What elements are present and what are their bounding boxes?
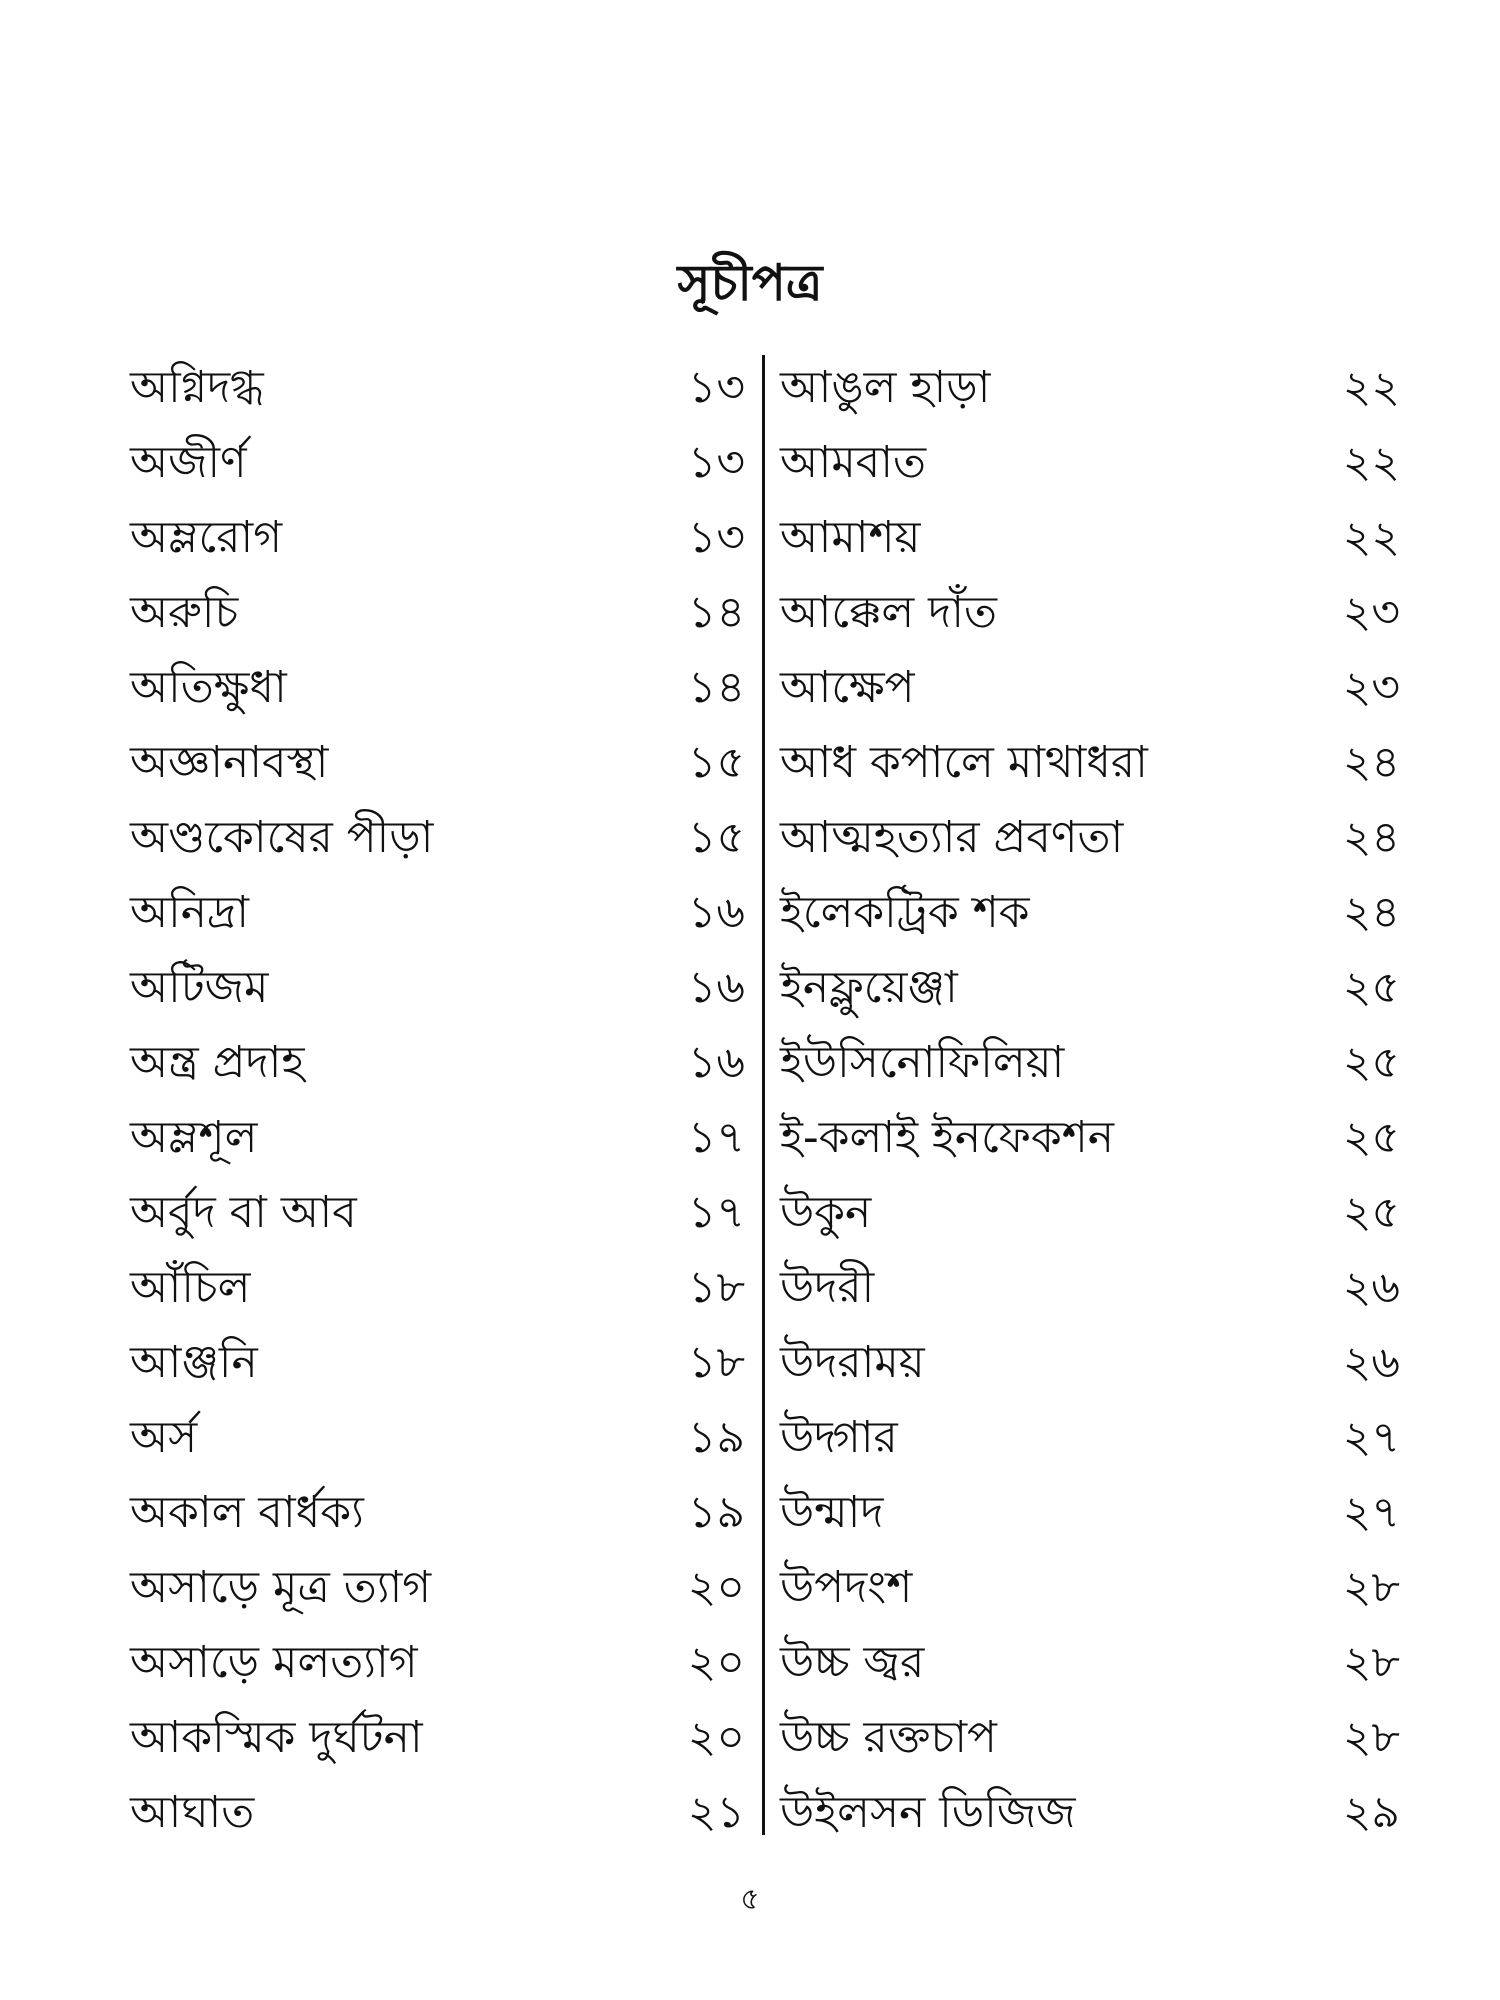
toc-page-number: ১৮	[687, 1262, 745, 1313]
toc-page-number: ১৪	[687, 662, 745, 713]
toc-entry	[780, 1175, 1400, 1250]
toc-right-column	[780, 350, 1400, 1850]
toc-entry	[130, 1625, 745, 1700]
toc-topic: আধ কপালে মাথাধরা	[780, 737, 1148, 788]
toc-entry	[130, 1400, 745, 1475]
toc-topic: উকুন	[780, 1187, 872, 1238]
toc-entry	[130, 875, 745, 950]
toc-topic: অর্স	[130, 1412, 198, 1463]
toc-topic: অগ্নিদগ্ধ	[130, 362, 264, 413]
toc-page-number: ২২	[1342, 512, 1400, 563]
toc-topic: আমবাত	[780, 437, 927, 488]
toc-page-number: ২০	[687, 1637, 745, 1688]
toc-entry	[780, 575, 1400, 650]
toc-topic: উচ্চ রক্তচাপ	[780, 1712, 997, 1763]
toc-topic: উন্মাদ	[780, 1487, 884, 1538]
toc-entry	[780, 950, 1400, 1025]
toc-topic: উইলসন ডিজিজ	[780, 1787, 1076, 1838]
toc-topic: আঞ্জনি	[130, 1337, 258, 1388]
toc-page-number: ২৯	[1342, 1787, 1400, 1838]
toc-page-number: ২১	[687, 1787, 745, 1838]
toc-topic: আকস্মিক দুর্ঘটনা	[130, 1712, 423, 1763]
toc-page-number: ১৯	[687, 1412, 745, 1463]
toc-entry	[780, 1475, 1400, 1550]
page-title: সূচীপত্র	[677, 254, 823, 312]
toc-page-number: ২৩	[1342, 662, 1400, 713]
toc-page-number: ২২	[1342, 437, 1400, 488]
toc-entry	[780, 650, 1400, 725]
toc-topic: আঙুল হাড়া	[780, 362, 991, 413]
toc-entry	[780, 500, 1400, 575]
toc-page-number: ১৬	[687, 1037, 745, 1088]
toc-page-number: ১৮	[687, 1337, 745, 1388]
toc-topic: অন্ত্র প্রদাহ	[130, 1037, 305, 1088]
toc-page-number: ২৪	[1342, 812, 1400, 863]
toc-topic: আমাশয়	[780, 512, 921, 563]
toc-page-number: ২২	[1342, 362, 1400, 413]
toc-topic: আঁচিল	[130, 1262, 251, 1313]
toc-page-number: ২৬	[1342, 1337, 1400, 1388]
toc-topic: অনিদ্রা	[130, 887, 249, 938]
toc-entry	[780, 1025, 1400, 1100]
toc-page-number: ২৩	[1342, 587, 1400, 638]
toc-entry	[780, 1775, 1400, 1850]
toc-page-number: ২৭	[1342, 1487, 1400, 1538]
toc-topic: ইনফ্লুয়েঞ্জা	[780, 962, 958, 1013]
toc-page-number: ১৬	[687, 962, 745, 1013]
toc-topic: অণ্ডকোষের পীড়া	[130, 812, 434, 863]
toc-page-number: ২৮	[1342, 1712, 1400, 1763]
toc-entry	[780, 800, 1400, 875]
toc-topic: অসাড়ে মলত্যাগ	[130, 1637, 418, 1688]
toc-entry	[130, 650, 745, 725]
toc-topic: অম্লরোগ	[130, 512, 283, 563]
toc-topic: ইউসিনোফিলিয়া	[780, 1037, 1065, 1088]
toc-page-number: ১৭	[687, 1187, 745, 1238]
toc-page-number: ২৮	[1342, 1637, 1400, 1688]
toc-entry	[130, 1175, 745, 1250]
toc-topic: আক্ষেপ	[780, 662, 915, 713]
toc-page-number: ২৫	[1342, 1037, 1400, 1088]
toc-page-number: ১৩	[687, 437, 745, 488]
toc-entry	[130, 1325, 745, 1400]
toc-entry	[780, 1100, 1400, 1175]
toc-topic: উপদংশ	[780, 1562, 913, 1613]
toc-entry	[130, 950, 745, 1025]
toc-topic: উদরী	[780, 1262, 875, 1313]
toc-entry	[130, 1025, 745, 1100]
toc-entry	[780, 1550, 1400, 1625]
toc-entry	[130, 1700, 745, 1775]
toc-entry	[780, 350, 1400, 425]
toc-page-number: ১৩	[687, 512, 745, 563]
toc-entry	[780, 425, 1400, 500]
toc-entry	[130, 1100, 745, 1175]
toc-topic: ই-কলাই ইনফেকশন	[780, 1112, 1115, 1163]
toc-topic: অসাড়ে মূত্র ত্যাগ	[130, 1562, 432, 1613]
toc-entry	[780, 725, 1400, 800]
toc-topic: উদ্গার	[780, 1412, 898, 1463]
toc-topic: আঘাত	[130, 1787, 255, 1838]
toc-page-number: ২৫	[1342, 1187, 1400, 1238]
toc-page-number: ১৫	[687, 737, 745, 788]
toc-page-number: ২০	[687, 1562, 745, 1613]
toc-topic: আক্কেল দাঁত	[780, 587, 998, 638]
toc-entry	[130, 800, 745, 875]
toc-entry	[130, 725, 745, 800]
toc-entry	[130, 1550, 745, 1625]
toc-topic: অম্লশূল	[130, 1112, 258, 1163]
toc-entry	[130, 1250, 745, 1325]
page-folio: ৫	[740, 1882, 760, 1917]
toc-topic: অজীর্ণ	[130, 437, 247, 488]
toc-entry	[130, 500, 745, 575]
toc-entry	[130, 425, 745, 500]
toc-entry	[780, 1625, 1400, 1700]
toc-topic: অজ্ঞানাবস্থা	[130, 737, 329, 788]
toc-page-number: ১৬	[687, 887, 745, 938]
toc-topic: অর্বুদ বা আব	[130, 1187, 357, 1238]
toc-page-number: ১৫	[687, 812, 745, 863]
toc-page-number: ২৪	[1342, 887, 1400, 938]
toc-entry	[130, 1475, 745, 1550]
toc-page-number: ২০	[687, 1712, 745, 1763]
toc-entry	[780, 1700, 1400, 1775]
toc-topic: অরুচি	[130, 587, 239, 638]
toc-page-number: ১৭	[687, 1112, 745, 1163]
column-divider	[762, 355, 765, 1835]
toc-page-number: ২৬	[1342, 1262, 1400, 1313]
toc-topic: উচ্চ জ্বর	[780, 1637, 925, 1688]
toc-entry	[780, 1400, 1400, 1475]
toc-page-number: ২৫	[1342, 1112, 1400, 1163]
toc-page-number: ১৩	[687, 362, 745, 413]
toc-entry	[130, 575, 745, 650]
toc-entry	[780, 1250, 1400, 1325]
toc-entry	[780, 875, 1400, 950]
toc-topic: ইলেকট্রিক শক	[780, 887, 1030, 938]
toc-page-number: ২৮	[1342, 1562, 1400, 1613]
toc-page-number: ১৯	[687, 1487, 745, 1538]
toc-entry	[780, 1325, 1400, 1400]
toc-entry	[130, 350, 745, 425]
toc-page-number: ২৫	[1342, 962, 1400, 1013]
toc-topic: আত্মহত্যার প্রবণতা	[780, 812, 1124, 863]
toc-page-number: ২৭	[1342, 1412, 1400, 1463]
toc-page-number: ১৪	[687, 587, 745, 638]
toc-left-column	[130, 350, 745, 1850]
toc-entry	[130, 1775, 745, 1850]
toc-topic: অতিক্ষুধা	[130, 662, 287, 713]
toc-topic: উদরাময়	[780, 1337, 925, 1388]
toc-page-number: ২৪	[1342, 737, 1400, 788]
toc-topic: অকাল বার্ধক্য	[130, 1487, 364, 1538]
toc-topic: অটিজম	[130, 962, 269, 1013]
